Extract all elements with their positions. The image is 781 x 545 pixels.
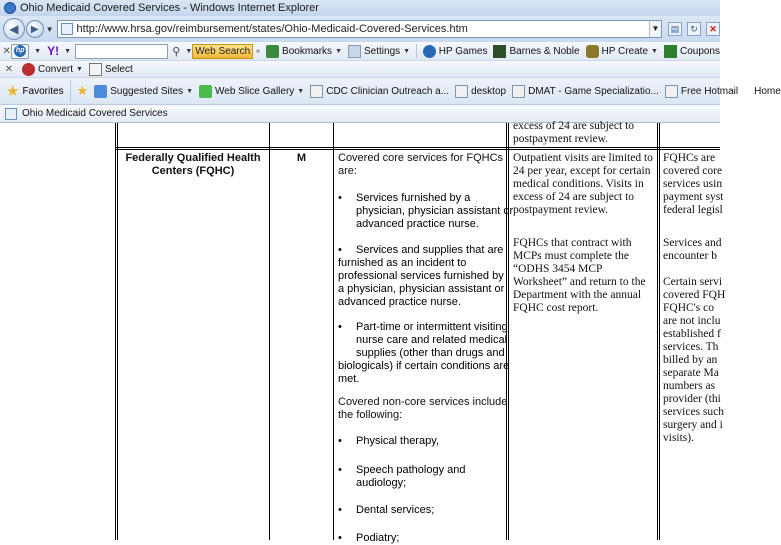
suggested-sites-link[interactable]: Suggested Sites ▼ — [94, 85, 193, 98]
navigation-bar — [0, 16, 720, 42]
search-dropdown-icon[interactable]: ▼ — [185, 47, 193, 55]
search-icon[interactable]: ⚲ — [172, 45, 181, 58]
forward-button[interactable]: ▶ — [26, 20, 44, 38]
table-border — [117, 123, 118, 540]
separator — [416, 44, 417, 58]
compatibility-view-icon[interactable]: ▤ — [668, 22, 682, 36]
window-title-bar — [0, 0, 720, 16]
payment-text: FQHCs are covered core services usin payment syst federal legisl — [663, 152, 724, 216]
table-border — [333, 123, 334, 540]
list-item: • Services furnished by a physician, physician assistant or advanced practice nurse. — [338, 192, 514, 230]
bullet-icon: • — [338, 435, 342, 447]
list-item: • Dental services; — [338, 504, 435, 516]
star-icon: ★ — [6, 83, 20, 100]
bullet-icon: • — [338, 321, 342, 333]
more-icon[interactable]: » — [256, 47, 261, 55]
desktop-link[interactable]: desktop — [455, 85, 506, 98]
web-slice-gallery-link[interactable]: Web Slice Gallery ▼ — [199, 85, 304, 98]
search-input[interactable] — [75, 44, 168, 59]
page-icon — [310, 85, 323, 98]
address-url[interactable]: http://www.hrsa.gov/reimbursement/states/Ohio-Medicaid-Covered-Services.htm — [76, 23, 468, 35]
hp-create-button[interactable]: HP Create ▼ — [586, 45, 658, 58]
list-item: • Physical therapy, — [338, 435, 439, 447]
bullet-icon: • — [338, 464, 342, 476]
add-favorite-icon[interactable]: ★ — [76, 83, 89, 98]
page-icon — [512, 85, 525, 98]
table-border — [659, 123, 660, 540]
hp-games-button[interactable]: HP Games — [423, 45, 488, 58]
address-dropdown-icon[interactable]: ▼ — [649, 21, 661, 37]
dmat-link[interactable]: DMAT - Game Specializatio... — [512, 85, 659, 98]
bullet-icon: • — [338, 504, 342, 516]
favorites-bar — [0, 78, 781, 105]
page-icon — [5, 108, 17, 120]
table-border — [657, 123, 658, 540]
hotmail-icon — [665, 85, 678, 98]
hp-create-icon — [586, 45, 599, 58]
settings-icon — [348, 45, 361, 58]
bookmark-icon — [266, 45, 279, 58]
back-button[interactable]: ◀ — [3, 18, 25, 40]
mcp-contract-text: FQHCs that contract with MCPs must complete the “ODHS 3454 MCP Worksheet” and return to the Department with the annual FQHC cost report. — [513, 237, 646, 314]
ie-logo-icon — [4, 2, 16, 14]
bullet-icon: • — [338, 244, 342, 256]
prev-row-fragment: excess of 24 are subject to postpayment review. — [513, 120, 635, 145]
row-code: M — [296, 152, 307, 164]
select-button[interactable]: Select — [89, 63, 133, 76]
history-dropdown-icon[interactable]: ▼ — [45, 24, 54, 34]
home-button[interactable]: Home — [754, 85, 781, 97]
refresh-icon[interactable]: ↻ — [687, 22, 701, 36]
yahoo-toolbar — [0, 42, 720, 61]
list-item: • Services and supplies that are furnished as an incident to professional services furnished by a physician, physician assistant or advanced practice nurse. — [338, 244, 505, 308]
encounter-text: Services and encounter b — [663, 237, 722, 262]
stop-icon[interactable]: ✕ — [706, 22, 720, 36]
yahoo-logo-icon[interactable]: Y! — [47, 44, 60, 58]
tab-ohio-medicaid[interactable]: Ohio Medicaid Covered Services — [0, 108, 168, 120]
yahoo-dropdown-icon[interactable]: ▼ — [64, 47, 72, 55]
table-border — [269, 123, 270, 540]
list-item: • Speech pathology and audiology; — [338, 464, 466, 489]
bullet-icon: • — [338, 532, 342, 544]
page-content — [0, 120, 726, 544]
close-toolbar-icon[interactable]: ✕ — [4, 63, 14, 75]
list-item: • Podiatry; — [338, 532, 400, 544]
table-row-border — [115, 149, 720, 150]
cdc-link[interactable]: CDC Clinician Outreach a... — [310, 85, 449, 98]
visit-limits-text: Outpatient visits are limited to 24 per year, except for certain medical conditions. Visits in excess of 24 are subject to postpayment review. — [513, 152, 653, 216]
hp-dropdown-icon[interactable]: ▼ — [34, 47, 42, 55]
favorites-button[interactable]: ★ Favorites — [0, 80, 71, 102]
free-hotmail-link[interactable]: Free Hotmail — [665, 85, 738, 98]
barnes-noble-icon — [493, 45, 506, 58]
hp-logo-icon[interactable]: hp — [11, 44, 29, 59]
row-label: Federally Qualified Health Centers (FQHC) — [125, 152, 261, 177]
coupons-button[interactable]: Coupons — [664, 45, 720, 58]
coupons-icon — [664, 45, 677, 58]
page-icon — [61, 23, 73, 35]
window-title: Ohio Medicaid Covered Services - Windows Internet Explorer — [20, 2, 319, 14]
noncore-services-intro: Covered non-core services include the following: — [338, 396, 508, 421]
table-border — [115, 123, 116, 540]
page-icon — [455, 85, 468, 98]
convert-button[interactable]: Convert ▼ — [22, 63, 83, 76]
hp-icon — [423, 45, 436, 58]
barnes-noble-button[interactable]: Barnes & Noble — [493, 45, 579, 58]
bullet-icon: • — [338, 192, 342, 204]
pdf-toolbar — [0, 61, 720, 78]
certain-services-text: Certain servi covered FQH FQHC's co are not inclu established f services. Th billed by an separate Ma numbers as provider (thi services such surgery and i visits). — [663, 276, 726, 444]
web-slice-icon — [199, 85, 212, 98]
bookmarks-button[interactable]: Bookmarks ▼ — [266, 45, 342, 58]
list-item: • Part-time or intermittent visiting nurse care and related medical supplies (other than drugs and biologicals) if certain conditions are met. — [338, 321, 510, 385]
web-search-button[interactable]: Web Search — [192, 44, 253, 59]
suggested-sites-icon — [94, 85, 107, 98]
close-toolbar-icon[interactable]: ✕ — [2, 45, 11, 57]
settings-button[interactable]: Settings ▼ — [348, 45, 410, 58]
convert-icon — [22, 63, 35, 76]
select-icon — [89, 63, 102, 76]
table-row-border — [115, 147, 720, 148]
core-services-intro: Covered core services for FQHCs are: — [338, 152, 504, 177]
address-bar[interactable] — [57, 20, 662, 38]
